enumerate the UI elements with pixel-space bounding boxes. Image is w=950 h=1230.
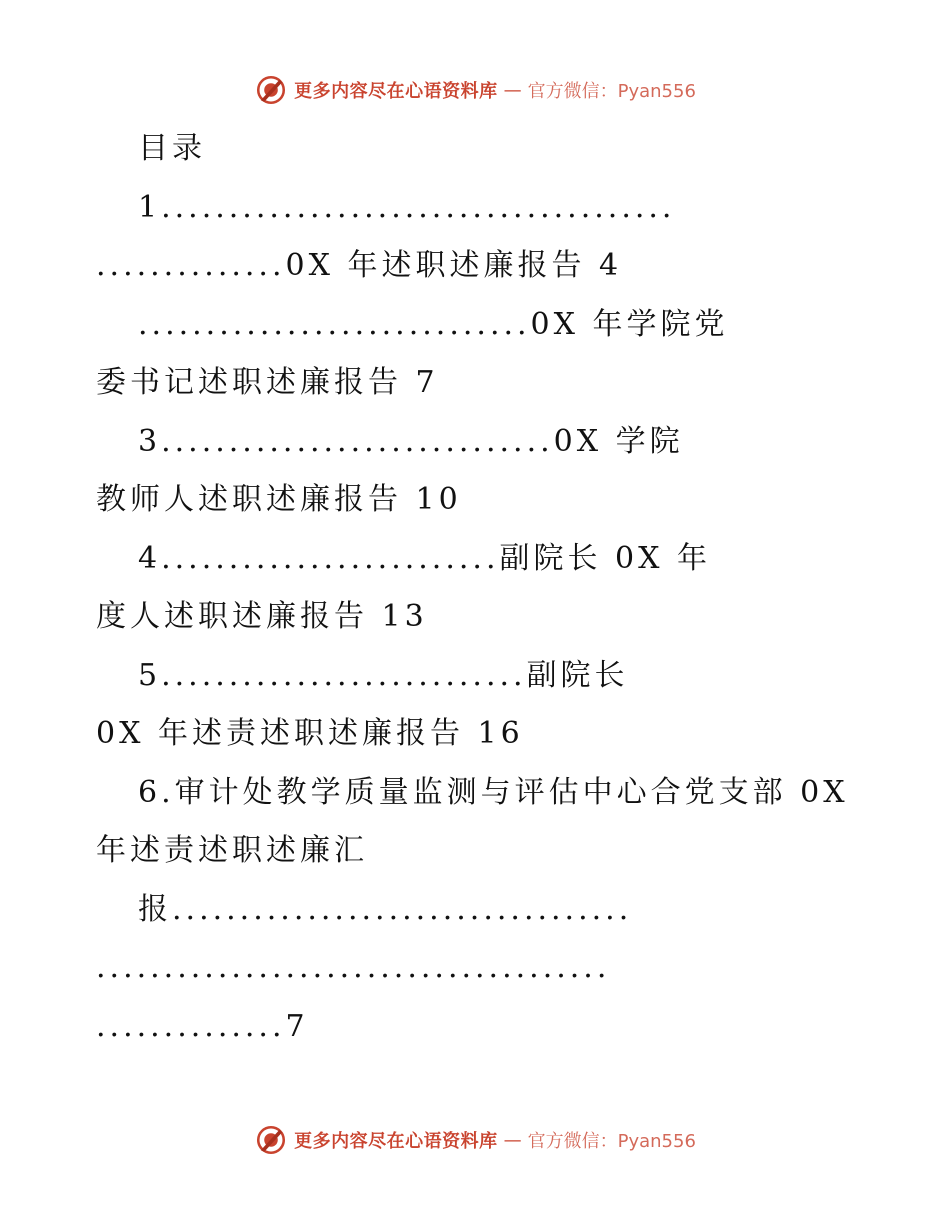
toc-line-12: 年述责述职述廉汇 — [96, 833, 368, 868]
watermark-wechat: 官方微信：Pyan556 — [527, 1131, 696, 1152]
toc-line-9: 5...........................副院长 — [138, 657, 629, 693]
watermark-brand: 更多内容尽在心语资料库 — [294, 81, 498, 102]
toc-line-10: 0X 年述责述职述廉报告 16 — [96, 716, 524, 751]
quill-logo-icon — [254, 1123, 288, 1157]
toc-line-3: .............................0X 年学院党 — [138, 306, 729, 342]
toc-line-13: 报.................................. — [138, 891, 633, 927]
watermark-wechat: 官方微信：Pyan556 — [527, 81, 696, 102]
toc-line-14: ...................................... — [96, 950, 611, 985]
toc-line-6: 教师人述职述廉报告 10 — [96, 482, 462, 517]
watermark-banner-top — [0, 70, 950, 110]
toc-line-5: 3.............................0X 学院 — [138, 423, 684, 459]
toc-line-15: ..............7 — [96, 1008, 309, 1044]
watermark-separator: — — [503, 79, 522, 101]
toc-line-4: 委书记述职述廉报告 7 — [96, 365, 439, 400]
watermark-banner-bottom — [0, 1120, 950, 1160]
toc-line-1: 1...................................... — [138, 189, 676, 225]
toc-title: 目录 — [138, 131, 206, 166]
quill-logo-icon — [254, 73, 288, 107]
watermark-separator: — — [503, 1129, 522, 1151]
toc-content — [96, 120, 856, 1056]
toc-line-7: 4.........................副院长 0X 年 — [138, 540, 712, 576]
watermark-brand: 更多内容尽在心语资料库 — [294, 1131, 498, 1152]
toc-line-2: ..............0X 年述职述廉报告 4 — [96, 248, 623, 283]
toc-line-8: 度人述职述廉报告 13 — [96, 599, 428, 634]
toc-line-11: 6.审计处教学质量监测与评估中心合党支部 0X — [138, 774, 849, 810]
